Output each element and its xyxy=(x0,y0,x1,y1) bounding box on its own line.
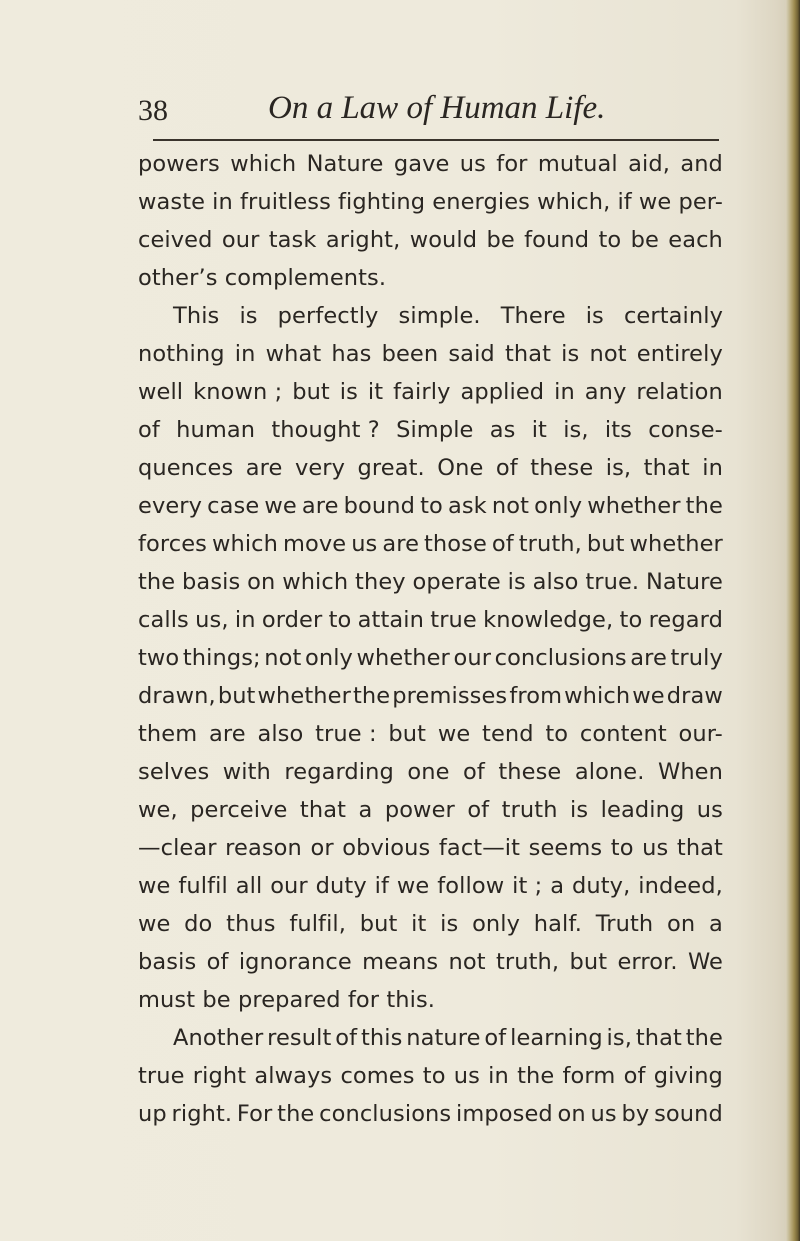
word: it xyxy=(531,417,547,443)
text-line xyxy=(138,449,723,487)
word: fighting xyxy=(338,189,426,215)
word: human xyxy=(176,417,256,443)
word: alone. xyxy=(574,759,645,785)
word: One xyxy=(437,455,484,481)
text-line xyxy=(138,221,723,259)
word: the xyxy=(685,493,723,519)
word: drawn, xyxy=(138,683,216,709)
word: but xyxy=(569,949,608,975)
word: by xyxy=(621,1101,650,1127)
word: one xyxy=(407,759,450,785)
word: from xyxy=(509,683,563,709)
text-line xyxy=(138,335,723,373)
text-line xyxy=(138,753,723,791)
word: which xyxy=(211,531,278,557)
word: powers xyxy=(138,151,220,177)
word: ignorance xyxy=(238,949,352,975)
word: of xyxy=(495,455,518,481)
word: Simple xyxy=(396,417,474,443)
word: form xyxy=(562,1063,616,1089)
word: duty xyxy=(315,873,367,899)
word: in xyxy=(702,455,723,481)
word: only xyxy=(534,493,583,519)
word: very xyxy=(294,455,346,481)
word: the xyxy=(277,1101,315,1127)
word: thus xyxy=(226,911,276,937)
word: to xyxy=(328,607,352,633)
word: been xyxy=(381,341,439,367)
word: they xyxy=(355,569,406,595)
word: these xyxy=(530,455,594,481)
word: always xyxy=(254,1063,333,1089)
word: of xyxy=(138,417,160,443)
text-line xyxy=(138,411,723,449)
word: are xyxy=(209,721,246,747)
word: or xyxy=(310,835,334,861)
word: on xyxy=(667,911,696,937)
word: we xyxy=(396,873,430,899)
word: we xyxy=(138,873,171,899)
word: truth, xyxy=(495,949,560,975)
word: us xyxy=(590,1101,617,1127)
word: it ; xyxy=(512,873,543,899)
text-line xyxy=(138,677,723,715)
word: regarding xyxy=(284,759,394,785)
word: fact—it xyxy=(438,835,521,861)
word: thought ? xyxy=(271,417,380,443)
word: which xyxy=(230,151,297,177)
word: to xyxy=(545,721,569,747)
word: be xyxy=(630,227,659,253)
word: aright, xyxy=(325,227,401,253)
word: on xyxy=(247,569,276,595)
text-line xyxy=(138,867,723,905)
word: known ; xyxy=(193,379,283,405)
word: is xyxy=(440,911,459,937)
word: reason xyxy=(225,835,302,861)
word: This xyxy=(173,303,220,329)
word: we xyxy=(632,683,665,709)
word: each xyxy=(668,227,723,253)
word: all xyxy=(235,873,263,899)
word: if xyxy=(617,189,632,215)
word: is, xyxy=(605,455,632,481)
word: quences xyxy=(138,455,234,481)
text-line xyxy=(138,791,723,829)
word: be xyxy=(486,227,515,253)
word: truth, xyxy=(518,531,582,557)
text-line xyxy=(138,297,723,335)
word: a xyxy=(550,873,565,899)
word: sound xyxy=(654,1101,723,1127)
text-line xyxy=(138,525,723,563)
word: certainly xyxy=(623,303,723,329)
word: only xyxy=(304,645,353,671)
word: relation xyxy=(636,379,723,405)
word: follow xyxy=(437,873,505,899)
word: truly xyxy=(670,645,723,671)
word: the xyxy=(138,569,176,595)
word: other’s complements. xyxy=(138,265,387,291)
word: which xyxy=(564,683,631,709)
word: which xyxy=(282,569,349,595)
text-line xyxy=(138,943,723,981)
word: has xyxy=(331,341,372,367)
word: basis xyxy=(138,949,197,975)
word: our xyxy=(221,227,260,253)
word: task xyxy=(268,227,317,253)
word: knowledge, xyxy=(483,607,614,633)
word: learning xyxy=(510,1025,603,1051)
word: order xyxy=(261,607,323,633)
page-edge xyxy=(786,0,800,1241)
word: a xyxy=(358,797,373,823)
word: those xyxy=(424,531,487,557)
word: calls xyxy=(138,607,189,633)
word: is xyxy=(561,341,580,367)
word: must be prepared for this. xyxy=(138,987,436,1013)
word: seems xyxy=(528,835,603,861)
word: simple. xyxy=(398,303,481,329)
word: us xyxy=(453,1063,480,1089)
word: fulfil xyxy=(178,873,228,899)
word: is xyxy=(585,303,604,329)
word: but xyxy=(586,531,625,557)
word: truth xyxy=(501,797,558,823)
word: of xyxy=(623,1063,646,1089)
word: is, xyxy=(606,1025,632,1051)
text-line xyxy=(138,639,723,677)
word: every xyxy=(138,493,203,519)
word: the xyxy=(517,1063,555,1089)
word: of xyxy=(467,797,490,823)
word: are xyxy=(301,493,339,519)
word: imposed xyxy=(456,1101,553,1127)
word: with xyxy=(222,759,271,785)
word: energies xyxy=(432,189,530,215)
word: but xyxy=(388,721,427,747)
word: in xyxy=(234,341,256,367)
word: aid, xyxy=(628,151,670,177)
word: whether xyxy=(257,683,351,709)
text-line xyxy=(138,145,723,183)
word: For xyxy=(236,1101,273,1127)
word: gave xyxy=(393,151,450,177)
text-line xyxy=(138,259,723,297)
word: true xyxy=(138,1063,185,1089)
word: true. xyxy=(585,569,640,595)
word: our xyxy=(453,645,492,671)
word: are xyxy=(382,531,420,557)
word: in xyxy=(554,379,575,405)
word: found xyxy=(524,227,590,253)
word: these xyxy=(498,759,562,785)
word: applied xyxy=(460,379,545,405)
word: any xyxy=(584,379,627,405)
body-text xyxy=(138,145,723,1133)
word: on xyxy=(557,1101,586,1127)
word: we, xyxy=(138,797,178,823)
word: result xyxy=(267,1025,332,1051)
word: of xyxy=(463,759,485,785)
word: only xyxy=(472,911,521,937)
header-rule xyxy=(153,139,719,141)
word: also xyxy=(257,721,304,747)
word: up xyxy=(138,1101,167,1127)
word: the xyxy=(685,1025,723,1051)
running-head xyxy=(138,88,718,136)
word: basis xyxy=(182,569,241,595)
word: is xyxy=(570,797,589,823)
word: fulfil, xyxy=(289,911,347,937)
word: it xyxy=(411,911,427,937)
text-line xyxy=(138,601,723,639)
word: things; xyxy=(182,645,261,671)
word: right. xyxy=(171,1101,233,1127)
word: Nature xyxy=(306,151,384,177)
word: our- xyxy=(678,721,723,747)
word: per- xyxy=(678,189,723,215)
word: entirely xyxy=(636,341,723,367)
word: leading xyxy=(600,797,685,823)
word: we xyxy=(264,493,297,519)
text-line xyxy=(138,487,723,525)
word: not xyxy=(491,493,530,519)
text-line xyxy=(138,1019,723,1057)
word: conclusions xyxy=(319,1101,452,1127)
word: our xyxy=(270,873,308,899)
word: well xyxy=(138,379,184,405)
word: nothing xyxy=(138,341,225,367)
word: not xyxy=(589,341,627,367)
word: Another xyxy=(173,1025,264,1051)
text-line xyxy=(138,563,723,601)
word: error. xyxy=(617,949,678,975)
word: a xyxy=(708,911,723,937)
word: that xyxy=(676,835,723,861)
word: not xyxy=(264,645,302,671)
text-line xyxy=(138,183,723,221)
word: draw xyxy=(666,683,723,709)
word: are xyxy=(630,645,667,671)
word: we xyxy=(437,721,471,747)
word: we xyxy=(638,189,672,215)
word: whether xyxy=(629,531,723,557)
word: said xyxy=(448,341,495,367)
word: we xyxy=(138,911,171,937)
page-number: 38 xyxy=(138,94,168,127)
word: There xyxy=(500,303,566,329)
word: two xyxy=(138,645,180,671)
word: for xyxy=(496,151,528,177)
word: selves xyxy=(138,759,210,785)
word: whether xyxy=(356,645,450,671)
word: regard xyxy=(648,607,723,633)
word: that xyxy=(504,341,552,367)
word: us, xyxy=(195,607,229,633)
word: indeed, xyxy=(638,873,723,899)
word: —clear xyxy=(138,835,217,861)
word: move xyxy=(282,531,347,557)
text-line xyxy=(138,981,723,1019)
word: waste xyxy=(138,189,206,215)
word: great. xyxy=(357,455,425,481)
word: mutual xyxy=(537,151,618,177)
word: that xyxy=(643,455,690,481)
running-title: On a Law of Human Life. xyxy=(268,90,606,126)
word: the xyxy=(353,683,391,709)
word: what xyxy=(265,341,322,367)
word: fairly xyxy=(393,379,451,405)
word: comes xyxy=(340,1063,415,1089)
text-line xyxy=(138,1095,723,1133)
text-line xyxy=(138,905,723,943)
word: giving xyxy=(653,1063,723,1089)
word: its xyxy=(604,417,632,443)
word: it xyxy=(367,379,384,405)
word: not xyxy=(448,949,486,975)
word: us xyxy=(642,835,669,861)
word: half. xyxy=(533,911,583,937)
word: of xyxy=(206,949,229,975)
word: as xyxy=(489,417,516,443)
text-line xyxy=(138,829,723,867)
word: of xyxy=(491,531,514,557)
word: do xyxy=(184,911,213,937)
word: whether xyxy=(587,493,681,519)
word: content xyxy=(579,721,667,747)
text-line xyxy=(138,373,723,411)
word: in xyxy=(488,1063,509,1089)
word: premisses xyxy=(392,683,508,709)
word: true xyxy=(430,607,477,633)
word: and xyxy=(680,151,723,177)
word: of xyxy=(335,1025,358,1051)
word: ask xyxy=(447,493,487,519)
word: perfectly xyxy=(277,303,379,329)
word: to xyxy=(619,607,643,633)
word: them xyxy=(138,721,198,747)
word: that xyxy=(299,797,347,823)
word: ceived xyxy=(138,227,213,253)
text-line xyxy=(138,715,723,753)
word: bound xyxy=(343,493,416,519)
word: is xyxy=(507,569,526,595)
word: but xyxy=(292,379,330,405)
word: is xyxy=(339,379,358,405)
word: right xyxy=(192,1063,247,1089)
word: us xyxy=(351,531,378,557)
word: us xyxy=(459,151,486,177)
word: forces xyxy=(138,531,207,557)
text-line xyxy=(138,1057,723,1095)
word: obvious xyxy=(342,835,431,861)
word: true : xyxy=(315,721,377,747)
word: to xyxy=(610,835,634,861)
word: attain xyxy=(357,607,425,633)
word: us xyxy=(696,797,723,823)
word: conse- xyxy=(648,417,723,443)
word: to xyxy=(422,1063,446,1089)
word: We xyxy=(687,949,723,975)
word: operate xyxy=(412,569,501,595)
word: in xyxy=(234,607,256,633)
word: is xyxy=(239,303,258,329)
word: to xyxy=(420,493,443,519)
word: if xyxy=(374,873,390,899)
word: fruitless xyxy=(239,189,331,215)
word: conclusions xyxy=(494,645,627,671)
word: power xyxy=(384,797,455,823)
word: is, xyxy=(563,417,589,443)
word: duty, xyxy=(572,873,631,899)
word: nature xyxy=(406,1025,481,1051)
word: would xyxy=(409,227,478,253)
word: Nature xyxy=(646,569,723,595)
word: but xyxy=(359,911,398,937)
word: that xyxy=(635,1025,682,1051)
word: tend xyxy=(482,721,534,747)
word: case xyxy=(207,493,260,519)
word: means xyxy=(362,949,439,975)
word: When xyxy=(657,759,723,785)
word: but xyxy=(217,683,256,709)
word: of xyxy=(484,1025,507,1051)
word: are xyxy=(245,455,283,481)
word: perceive xyxy=(190,797,288,823)
word: also xyxy=(532,569,579,595)
word: Truth xyxy=(595,911,654,937)
word: in xyxy=(212,189,233,215)
word: to xyxy=(598,227,622,253)
word: this xyxy=(360,1025,403,1051)
word: which, xyxy=(537,189,611,215)
